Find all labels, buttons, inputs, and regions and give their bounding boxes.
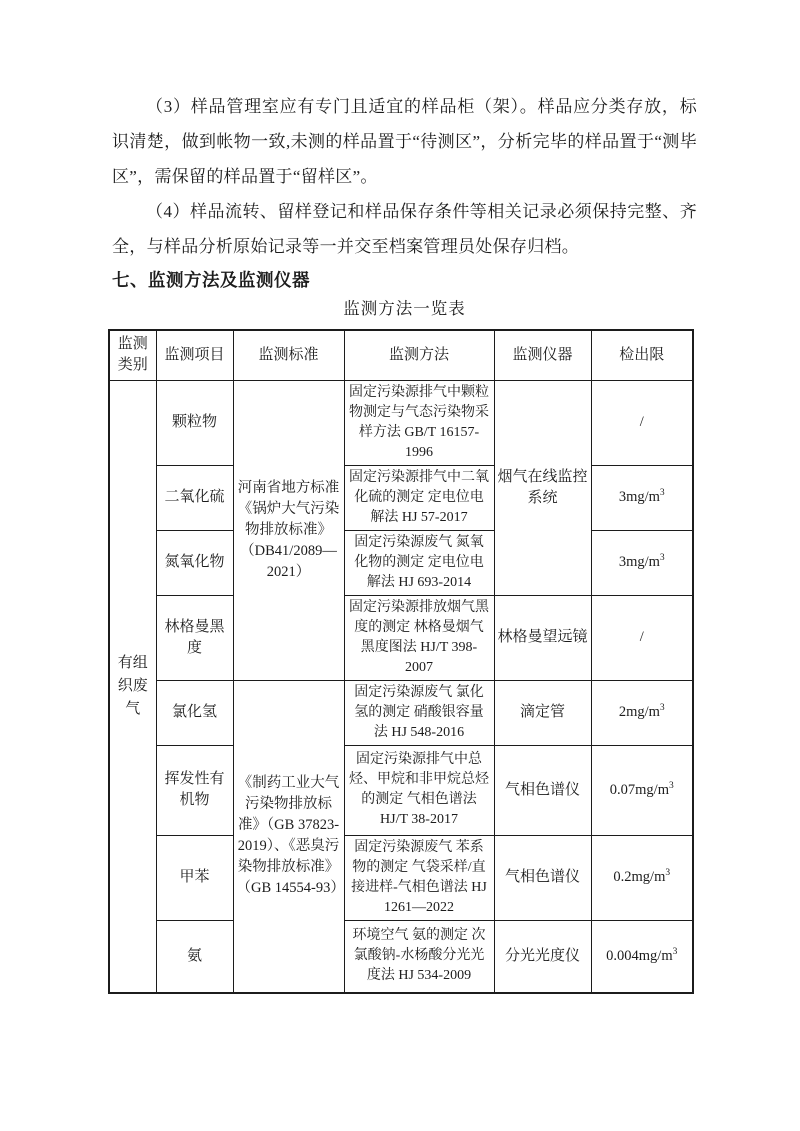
instrument-cell: 林格曼望远镜 [494, 595, 591, 680]
limit-value: 0.07mg/m [609, 781, 669, 798]
item-cell: 氨 [156, 920, 233, 993]
limit-superscript: 3 [665, 868, 671, 879]
limit-cell [591, 680, 693, 745]
table-row [109, 920, 693, 993]
limit-superscript: 3 [659, 703, 665, 714]
instrument-cell: 滴定管 [494, 680, 591, 745]
standard-cell: 河南省地方标准《锅炉大气污染物排放标准》（DB41/2089—2021） [233, 380, 344, 680]
limit-cell [591, 595, 693, 680]
category-cell: 有组织废气 [109, 380, 156, 993]
limit-value: 0.2mg/m [613, 869, 666, 885]
table-row [109, 380, 693, 465]
limit-cell [591, 465, 693, 530]
limit-value: 0.004mg/m [606, 947, 673, 964]
method-cell: 固定污染源排放烟气黑度的测定 林格曼烟气黑度图法 HJ/T 398-2007 [344, 595, 494, 680]
table-caption: 监测方法一览表 [343, 299, 466, 318]
method-cell: 固定污染源废气 苯系物的测定 气袋采样/直接进样-气相色谱法 HJ 1261—2022 [344, 835, 494, 920]
table-row [109, 745, 693, 835]
limit-superscript: 3 [659, 488, 665, 499]
table-row [109, 680, 693, 745]
item-cell: 氯化氢 [156, 680, 233, 745]
instrument-cell: 分光光度仪 [494, 920, 591, 993]
paragraph-sample-storage: （3）样品管理室应有专门且适宜的样品柜（架）。样品应分类存放，标识清楚，做到帐物一致,未测的样品置于“待测区”，分析完毕的样品置于“测毕区”，需保留的样品置于“留样区”。 [112, 97, 697, 186]
paragraph-sample-records: （4）样品流转、留样登记和样品保存条件等相关记录必须保持完整、齐全，与样品分析原始记录等一并交至档案管理员处保存归档。 [112, 202, 697, 256]
item-cell: 氮氧化物 [156, 530, 233, 595]
table-row [109, 465, 693, 530]
table-header-row [109, 330, 693, 380]
instrument-cell: 气相色谱仪 [494, 835, 591, 920]
header-cell-category: 监测类别 [109, 330, 156, 380]
method-cell: 固定污染源废气 氯化氢的测定 硝酸银容量法 HJ 548-2016 [344, 680, 494, 745]
method-cell: 固定污染源废气 氮氧化物的测定 定电位电解法 HJ 693-2014 [344, 530, 494, 595]
limit-cell [591, 835, 693, 920]
table-row [109, 835, 693, 920]
limit-cell [591, 745, 693, 835]
method-cell: 固定污染源排气中颗粒物测定与气态污染物采样方法 GB/T 16157-1996 [344, 380, 494, 465]
limit-cell [591, 920, 693, 993]
limit-cell [591, 380, 693, 465]
method-cell: 固定污染源排气中总烃、甲烷和非甲烷总烃的测定 气相色谱法 HJ/T 38-2017 [344, 745, 494, 835]
table-row [109, 595, 693, 680]
limit-value: / [639, 414, 644, 430]
table-row [109, 530, 693, 595]
monitoring-methods-table [108, 329, 694, 994]
instrument-cell: 气相色谱仪 [494, 745, 591, 835]
limit-value: 3mg/m [618, 489, 660, 505]
header-cell-limit: 检出限 [591, 330, 693, 380]
header-cell-instrument: 监测仪器 [494, 330, 591, 380]
header-cell-item: 监测项目 [156, 330, 233, 380]
item-cell: 挥发性有机物 [156, 745, 233, 835]
limit-value: / [639, 629, 644, 645]
limit-cell [591, 530, 693, 595]
limit-value: 2mg/m [618, 704, 660, 720]
limit-superscript: 3 [659, 553, 665, 564]
method-cell: 环境空气 氨的测定 次氯酸钠-水杨酸分光光度法 HJ 534-2009 [344, 920, 494, 993]
method-cell: 固定污染源排气中二氧化硫的测定 定电位电解法 HJ 57-2017 [344, 465, 494, 530]
item-cell: 二氧化硫 [156, 465, 233, 530]
standard-cell: 《制药工业大气污染物排放标准》（GB 37823-2019）、《恶臭污染物排放标准》（GB 14554-93） [233, 680, 344, 993]
section-heading: 七、监测方法及监测仪器 [112, 270, 310, 290]
item-cell: 林格曼黑度 [156, 595, 233, 680]
instrument-cell: 烟气在线监控系统 [494, 380, 591, 595]
header-cell-standard: 监测标准 [233, 330, 344, 380]
limit-superscript: 3 [672, 946, 678, 957]
limit-value: 3mg/m [618, 554, 660, 570]
limit-superscript: 3 [668, 780, 674, 791]
item-cell: 甲苯 [156, 835, 233, 920]
item-cell: 颗粒物 [156, 380, 233, 465]
header-cell-method: 监测方法 [344, 330, 494, 380]
